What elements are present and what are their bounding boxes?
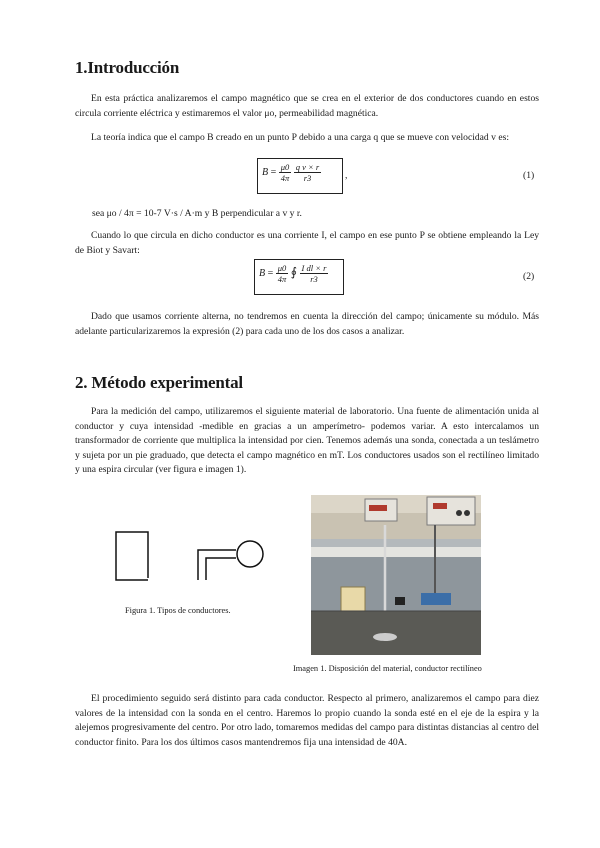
equation-1-tail: , [345,170,348,181]
lab-setup-photo [311,495,481,655]
eq1-mu-fraction: $\frac{\mu 0}{4\pi}$ [280,162,290,183]
equation-1: B = $\frac{\mu 0}{4\pi}$ $\frac{\text{q v × r}}{r3}$ [262,162,320,183]
intro-paragraph-3: sea μo / 4π = 10-7 V·s / A·m y B perpendicular a v y r. [92,208,302,219]
equation-2-number: (2) [523,271,535,282]
eq2-lhs: B [259,267,266,279]
section-2-title: Método experimental [91,373,243,392]
circular-loop-conductor-shape [198,550,236,580]
rectilinear-conductor-shape [116,532,148,580]
eq1-main-fraction: $\frac{\text{q v × r}}{r3}$ [295,162,320,183]
conductor-types-figure [108,528,278,598]
image-1-caption: Imagen 1. Disposición del material, conductor rectilíneo [293,664,482,673]
figure-1-caption: Figura 1. Tipos de conductores. [125,606,231,615]
section-2-number: 2. [75,373,88,392]
loop-circle [237,541,263,567]
method-paragraph-2: El procedimiento seguido será distinto para cada conductor. Respecto al primero, analizaremos el campo para diez valores de la intensidad con la sonda en el centro. Haremos lo propio cuando la sonda esté en el eje de la espira y la alejemos progresivamente del centro. Por otro lado, tomaremos medidas del campo para distintas distancias al centro del conductor finito. Para los dos últimos casos mantendremos fija una intensidad de 40A. [75,693,539,748]
section-1-heading [75,58,179,78]
method-paragraph-1: Para la medición del campo, utilizaremos el siguiente material de laboratorio. Una fuente de alimentación unida al conductor y cuya intensidad -medible en gracias a un amperímetro- podemos variar. A esto intercalamos un transformador de corriente que multiplica la intensidad por cien. Tenemos además una sonda, conectada a un teslámetro y sujeta por un pie graduado, que detecta el campo magnético en mT. Los conductores usados son el rectilíneo limitado y una espira circular (ver figura e imagen 1). [75,406,539,476]
section-1-number: 1. [75,58,88,77]
eq2-main-fraction: $\frac{\text{I dl × r}}{r3}$ [301,263,327,284]
section-1-title: Introducción [87,58,180,77]
section-2-heading [75,373,243,393]
eq2-contour-integral: ∮ [290,264,298,279]
intro-paragraph-4: Cuando lo que circula en dicho conductor es una corriente I, el campo en ese punto P se obtiene empleando la Ley de Biot y Savart: [75,230,539,256]
eq2-mu-fraction: $\frac{\mu 0}{4\pi}$ [277,263,287,284]
equation-2: B = $\frac{\mu 0}{4\pi}$ ∮ $\frac{\text{I dl × r}}{r3}$ [259,263,327,284]
eq1-lhs: B [262,166,269,178]
equation-1-number: (1) [523,170,535,181]
intro-paragraph-2: La teoría indica que el campo B creado en un punto P debido a una carga q que se mueve con velocidad v es: [91,132,509,143]
intro-paragraph-1: En esta práctica analizaremos el campo magnético que se crea en el exterior de dos conductores cuando en estos circula corriente eléctrica y estimaremos el valor μo, permeabilidad magnética. [75,93,539,119]
intro-paragraph-5: Dado que usamos corriente alterna, no tendremos en cuenta la dirección del campo; únicamente su módulo. Más adelante particularizaremos la expresión (2) para cada uno de los dos casos a analizar. [75,311,539,337]
